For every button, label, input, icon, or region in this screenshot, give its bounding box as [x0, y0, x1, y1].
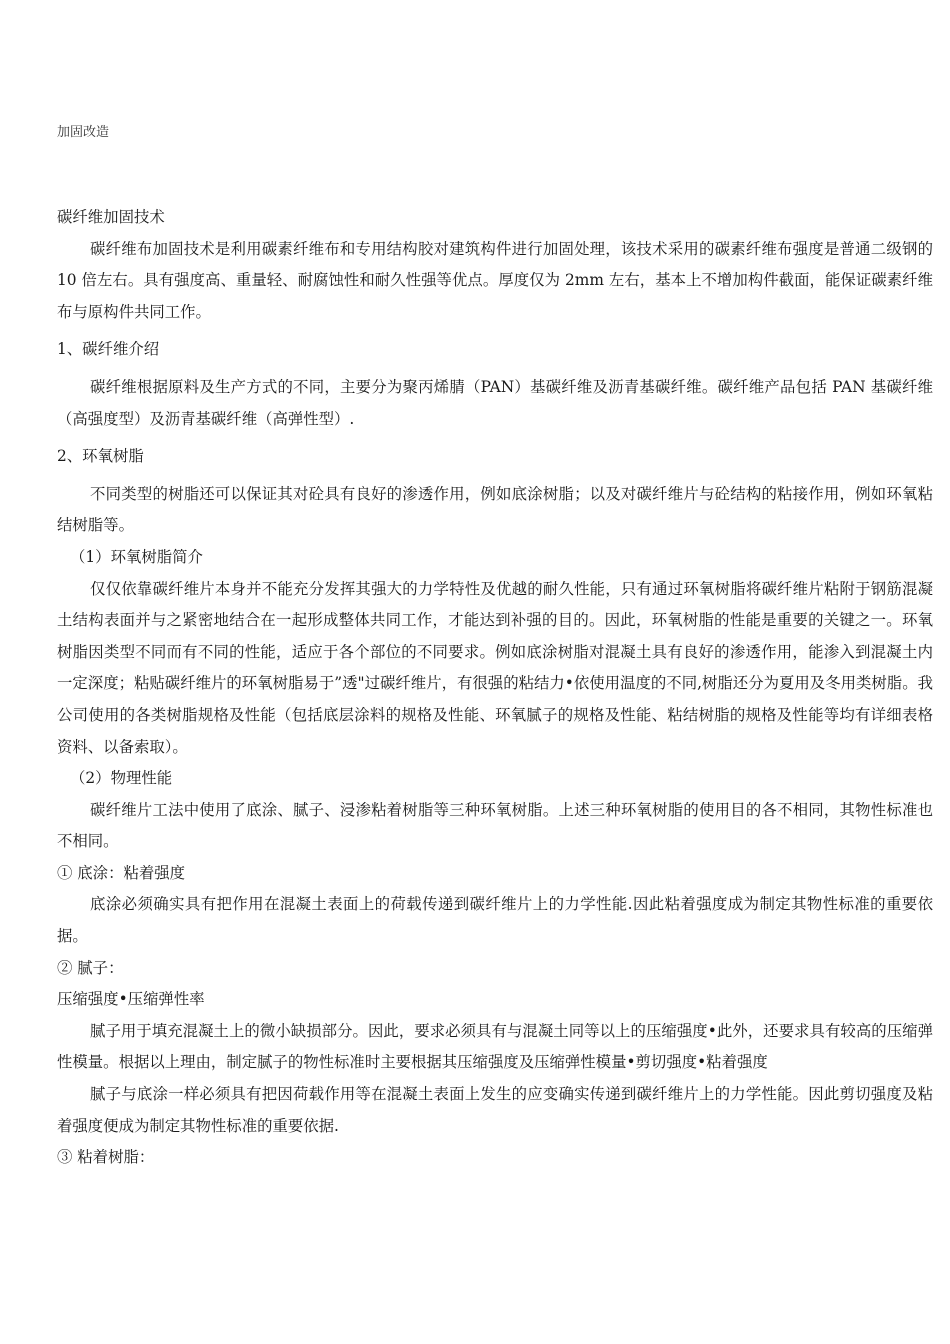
section-1-paragraph: 碳纤维根据原料及生产方式的不同，主要分为聚丙烯腈（PAN）基碳纤维及沥青基碳纤维。碳纤维产品包括 PAN 基碳纤维（高强度型）及沥青基碳纤维（高弹性型）.	[57, 377, 933, 428]
document-body	[57, 202, 933, 1174]
section-2-heading: 2、环氧树脂	[57, 447, 144, 466]
intro-paragraph: 碳纤维布加固技术是利用碳素纤维布和专用结构胶对建筑构件进行加固处理，该技术采用的碳素纤维布强度是普通二级钢的 10 倍左右。具有强度高、重量轻、耐腐蚀性和耐久性强等优点。厚度仅为 2mm 左右，基本上不增加构件截面，能保证碳素纤维布与原构件共同工作。	[57, 239, 933, 321]
subsection-2-2-heading: （2）物理性能	[70, 769, 173, 788]
item-1-heading: ① 底涂：粘着强度	[57, 863, 186, 882]
item-3-heading: ③ 粘着树脂：	[57, 1148, 155, 1167]
item-1-paragraph: 底涂必须确实具有把作用在混凝土表面上的荷载传递到碳纤维片上的力学性能.因此粘着强度成为制定其物性标准的重要依据。	[57, 895, 933, 946]
item-2-paragraph-1: 腻子用于填充混凝土上的微小缺损部分。因此，要求必须具有与混凝土同等以上的压缩强度•此外，还要求具有较高的压缩弹性模量。根据以上理由，制定腻子的物性标准时主要根据其压缩强度及压缩弹性模量•剪切强度•粘着强度	[57, 1021, 933, 1072]
item-2-paragraph-2: 腻子与底涂一样必须具有把因荷载作用等在混凝土表面上发生的应变确实传递到碳纤维片上的力学性能。因此剪切强度及粘着强度便成为制定其物性标准的重要依据.	[57, 1085, 933, 1135]
document-title: 碳纤维加固技术	[57, 208, 165, 226]
subsection-2-1-paragraph: 仅仅依靠碳纤维片本身并不能充分发挥其强大的力学特性及优越的耐久性能，只有通过环氧树脂将碳纤维片粘附于钢筋混凝土结构表面并与之紧密地结合在一起形成整体共同工作，才能达到补强的目的。因此，环氧树脂的性能是重要的关键之一。环氧树脂因类型不同而有不同的性能，适应于各个部位的不同要求。例如底涂树脂对混凝土具有良好的渗透作用，能渗入到混凝土内一定深度；粘贴碳纤维片的环氧树脂易于”透"过碳纤维片，有很强的粘结力•依使用温度的不同,树脂还分为夏用及冬用类树脂。我公司使用的各类树脂规格及性能（包括底层涂料的规格及性能、环氧腻子的规格及性能、粘结树脂的规格及性能等均有详细表格资料、以备索取）。	[57, 579, 933, 756]
subsection-2-2-paragraph: 碳纤维片工法中使用了底涂、腻子、浸渗粘着树脂等三种环氧树脂。上述三种环氧树脂的使用目的各不相同，其物性标准也不相同。	[57, 800, 933, 851]
item-2-heading: ② 腻子：	[57, 958, 124, 977]
section-1-heading: 1、碳纤维介绍	[57, 340, 160, 359]
subsection-2-1-heading: （1）环氧树脂简介	[70, 547, 203, 566]
page-header: 加固改造	[57, 125, 110, 140]
section-2-paragraph: 不同类型的树脂还可以保证其对砼具有良好的渗透作用，例如底涂树脂；以及对碳纤维片与砼结构的粘接作用，例如环氧粘结树脂等。	[57, 484, 933, 535]
item-2-subheading: 压缩强度•压缩弹性率	[57, 990, 205, 1009]
